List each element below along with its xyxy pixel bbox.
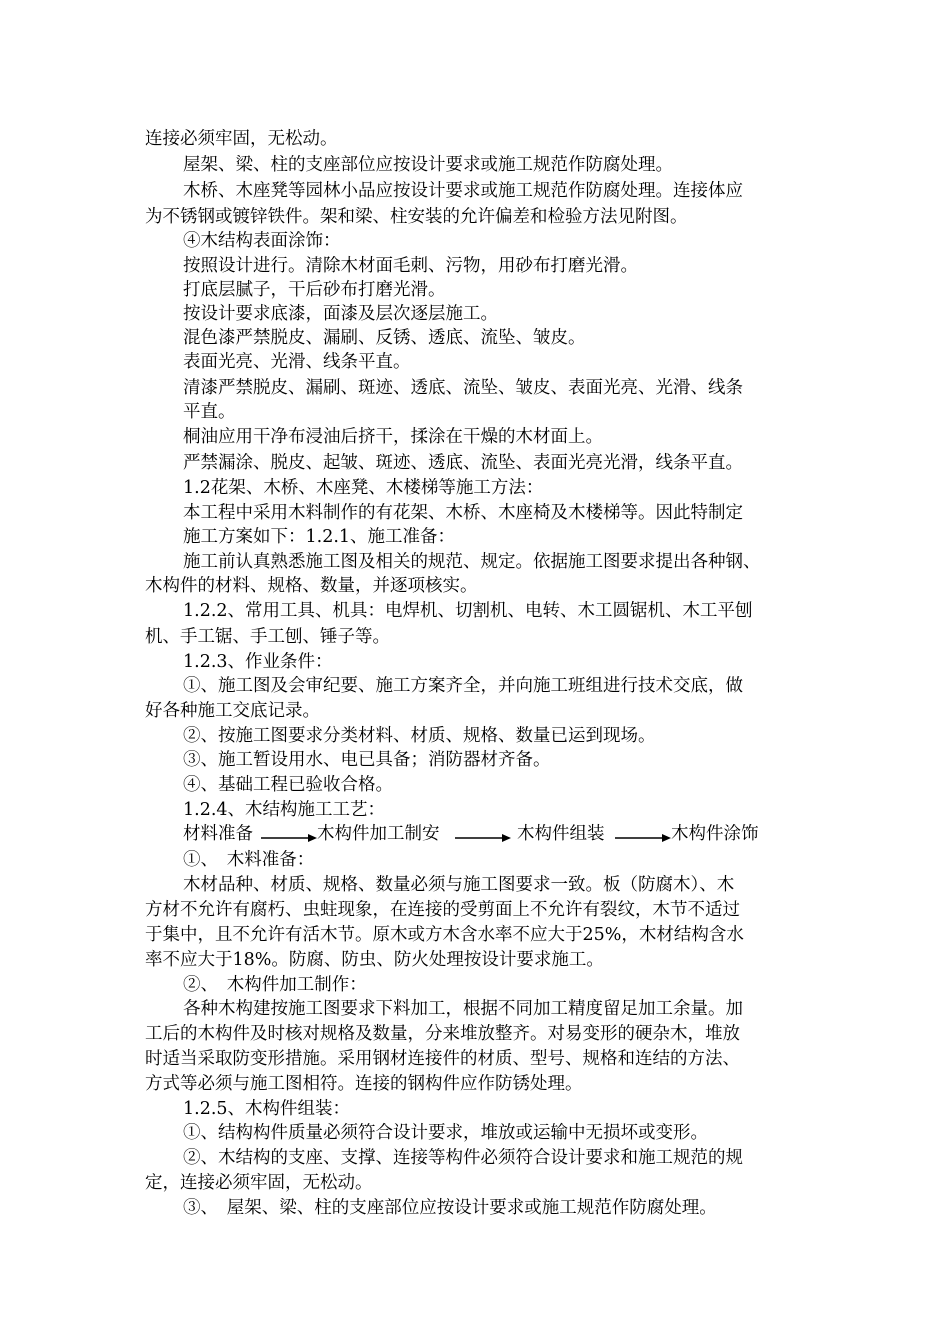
text-line: 工后的木构件及时核对规格及数量，分来堆放整齐。对易变形的硬杂木，堆放 (145, 1024, 740, 1044)
text-line: 混色漆严禁脱皮、漏刷、反锈、透底、流坠、皱皮。 (183, 328, 586, 348)
text-line: 1.2.2、常用工具、机具：电焊机、切割机、电转、木工圆锯机、木工平刨 (183, 601, 753, 621)
text-line: 各种木构建按施工图要求下料加工，根据不同加工精度留足加工余量。加 (183, 999, 743, 1019)
text-line: 按设计要求底漆，面漆及层次逐层施工。 (183, 304, 498, 324)
text-line: 连接必须牢固，无松动。 (145, 129, 338, 149)
flow-step: 木构件组装 (517, 824, 605, 844)
text-line: 为不锈钢或镀锌铁件。架和梁、柱安装的允许偏差和检验方法见附图。 (145, 207, 688, 227)
process-flow (183, 822, 783, 846)
section-heading: 1.2.3、作业条件： (183, 652, 333, 672)
arrow-right-icon (615, 822, 671, 846)
text-line: 施工前认真熟悉施工图及相关的规范、规定。依据施工图要求提出各种钢、 (183, 552, 761, 572)
text-line: 于集中，且不允许有活木节。原木或方木含水率不应大于25%，木材结构含水 (145, 925, 744, 945)
text-line: 按照设计进行。清除木材面毛刺、污物，用砂布打磨光滑。 (183, 256, 638, 276)
section-heading: 1.2.5、木构件组装： (183, 1099, 351, 1119)
arrow-right-icon (261, 822, 317, 846)
text-line: 方式等必须与施工图相符。连接的钢构件应作防锈处理。 (145, 1074, 583, 1094)
flow-step: 材料准备 (183, 824, 253, 844)
text-line: 本工程中采用木料制作的有花架、木桥、木座椅及木楼梯等。因此特制定 (183, 503, 743, 523)
text-line: ②、按施工图要求分类材料、材质、规格、数量已运到现场。 (183, 726, 656, 746)
text-line: ④、基础工程已验收合格。 (183, 775, 393, 795)
text-line: 桐油应用干净布浸油后挤干，揉涂在干燥的木材面上。 (183, 427, 603, 447)
text-line: 时适当采取防变形措施。采用钢材连接件的材质、型号、规格和连结的方法、 (145, 1049, 740, 1069)
section-heading: ④木结构表面涂饰： (183, 231, 341, 251)
text-line: 方材不允许有腐朽、虫蛀现象，在连接的受剪面上不允许有裂纹，木节不适过 (145, 900, 740, 920)
text-line: ②、木结构的支座、支撑、连接等构件必须符合设计要求和施工规范的规 (183, 1148, 743, 1168)
arrow-right-icon (455, 822, 511, 846)
text-line: 平直。 (183, 402, 236, 422)
text-line: ①、结构构件质量必须符合设计要求，堆放或运输中无损坏或变形。 (183, 1123, 708, 1143)
text-line: 率不应大于18%。防腐、防虫、防火处理按设计要求施工。 (145, 950, 604, 970)
text-line: ③、施工暂设用水、电已具备；消防器材齐备。 (183, 750, 551, 770)
text-line: 机、手工锯、手工刨、锤子等。 (145, 627, 390, 647)
text-line: 打底层腻子，干后砂布打磨光滑。 (183, 280, 446, 300)
flow-step: 木构件涂饰 (671, 824, 759, 844)
text-line: ①、施工图及会审纪要、施工方案齐全，并向施工班组进行技术交底，做 (183, 676, 743, 696)
text-line: 屋架、梁、柱的支座部位应按设计要求或施工规范作防腐处理。 (183, 155, 673, 175)
text-line: 施工方案如下：1.2.1、施工准备： (183, 527, 456, 547)
text-line: 木桥、木座凳等园林小品应按设计要求或施工规范作防腐处理。连接体应 (183, 181, 743, 201)
text-line: 木材品种、材质、规格、数量必须与施工图要求一致。板（防腐木）、木 (183, 875, 735, 895)
text-line: 好各种施工交底记录。 (145, 701, 320, 721)
flow-step: 木构件加工制安 (317, 824, 440, 844)
section-heading: ①、 木料准备： (183, 850, 315, 870)
section-heading: ②、 木构件加工制作： (183, 975, 367, 995)
text-line: 表面光亮、光滑、线条平直。 (183, 352, 411, 372)
section-heading: 1.2花架、木桥、木座凳、木楼梯等施工方法： (183, 478, 544, 498)
text-line: 木构件的材料、规格、数量，并逐项核实。 (145, 576, 478, 596)
section-heading: 1.2.4、木结构施工工艺： (183, 800, 386, 820)
text-line: ③、 屋架、梁、柱的支座部位应按设计要求或施工规范作防腐处理。 (183, 1198, 717, 1218)
text-line: 定，连接必须牢固，无松动。 (145, 1173, 373, 1193)
text-line: 清漆严禁脱皮、漏刷、斑迹、透底、流坠、皱皮、表面光亮、光滑、线条 (183, 378, 743, 398)
text-line: 严禁漏涂、脱皮、起皱、斑迹、透底、流坠、表面光亮光滑，线条平直。 (183, 453, 743, 473)
